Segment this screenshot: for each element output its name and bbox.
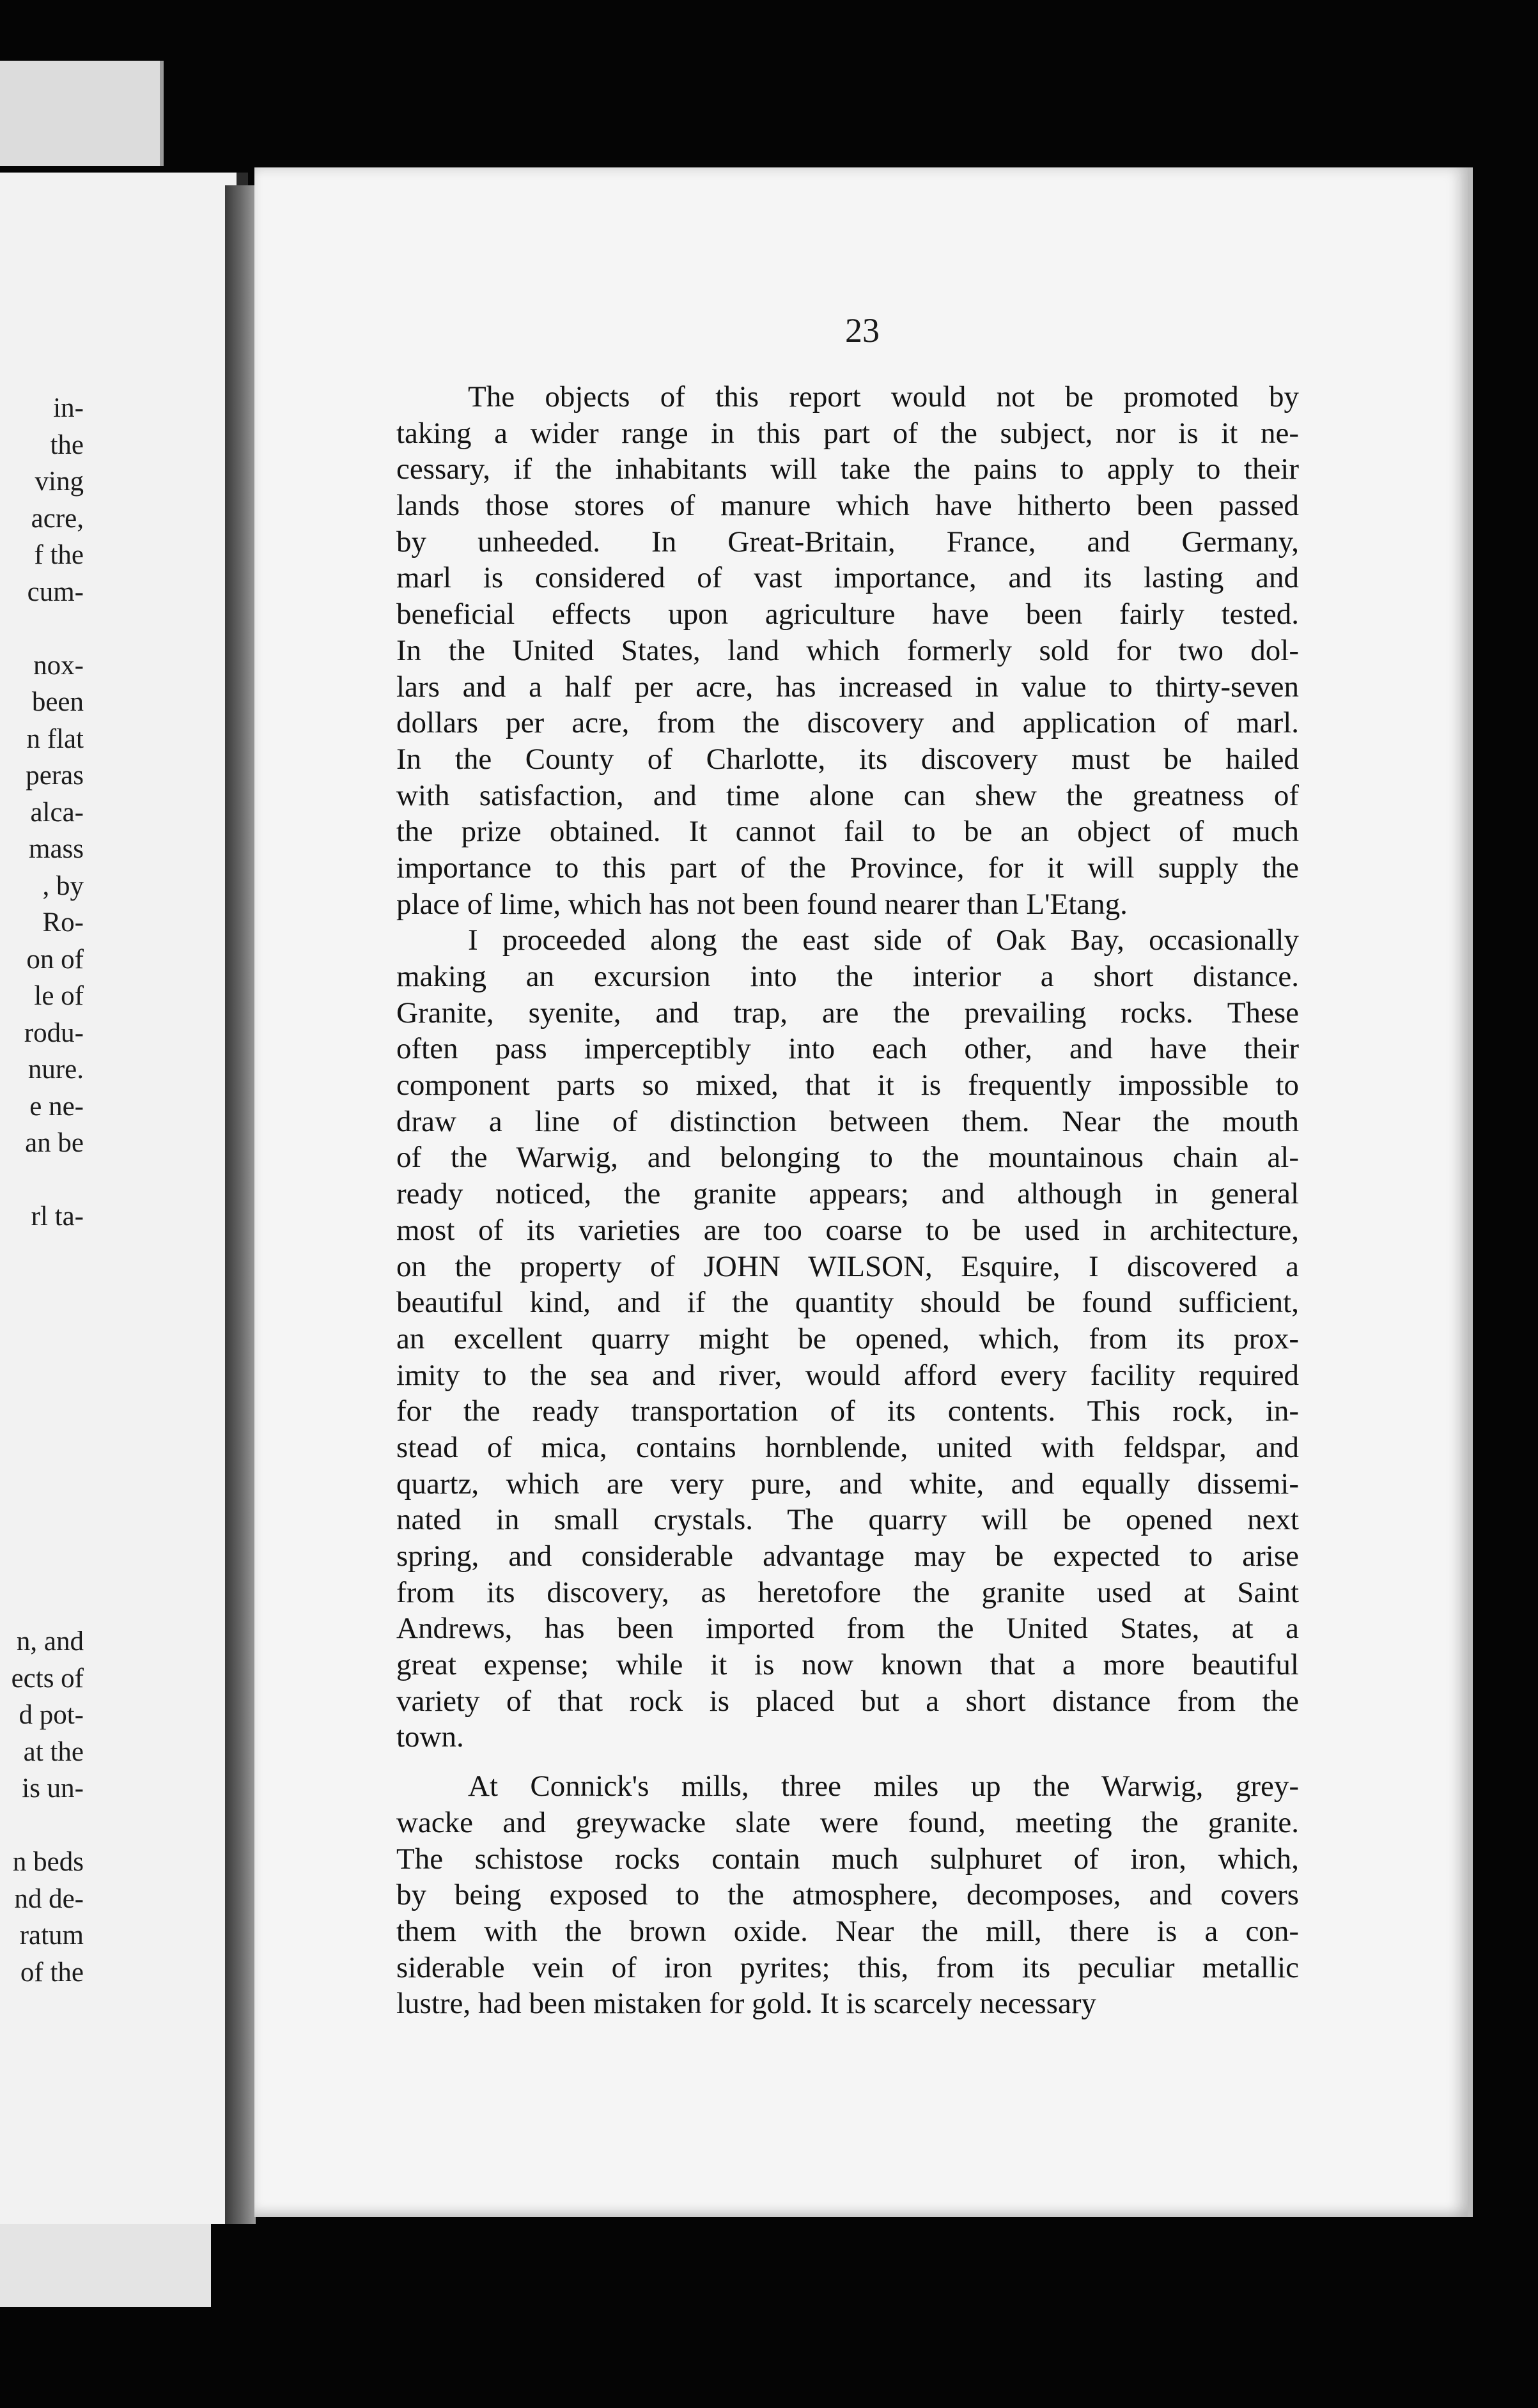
text-line: town. <box>396 1720 464 1754</box>
facing-page-line-fragment: cum- <box>27 576 84 607</box>
facing-page-line-fragment: ving <box>35 467 84 497</box>
text-line: often pass imperceptibly into each other, and have their <box>396 1032 1299 1066</box>
facing-page-line-fragment: nd de- <box>14 1883 84 1914</box>
text-line: place of lime, which has not been found nearer than L'Etang. <box>396 887 1128 921</box>
text-line: variety of that rock is placed but a short distance from the <box>396 1684 1299 1718</box>
text-line: taking a wider range in this part of the subject, nor is it ne- <box>396 416 1299 450</box>
facing-page-line-fragment: on of <box>26 944 84 975</box>
facing-page-line-fragment <box>0 1807 84 1844</box>
text-line: dollars per acre, from the discovery and application of marl. <box>396 706 1299 740</box>
facing-page-line-fragment: le of <box>34 981 84 1011</box>
facing-page-line-fragment: alca- <box>30 797 84 828</box>
text-line: for the ready transportation of its contents. This rock, in- <box>396 1394 1299 1428</box>
facing-page-line-fragment: is un- <box>22 1773 84 1803</box>
facing-page-line-fragment <box>0 1162 84 1199</box>
text-line: cessary, if the inhabitants will take the pains to apply to their <box>396 452 1299 486</box>
text-line: lands those stores of manure which have hitherto been passed <box>396 489 1299 523</box>
text-line: ready noticed, the granite appears; and although in general <box>396 1177 1299 1211</box>
text-line: nated in small crystals. The quarry will be opened next <box>396 1503 1299 1537</box>
text-line: with satisfaction, and time alone can shew the greatness of <box>396 778 1299 812</box>
book-gutter <box>225 185 256 2224</box>
text-line: The objects of this report would not be promoted by <box>468 380 1299 413</box>
text-line: lars and a half per acre, has increased in value to thirty-seven <box>396 670 1299 704</box>
text-line: I proceeded along the east side of Oak Bay, occasionally <box>468 923 1299 957</box>
text-line: beautiful kind, and if the quantity should be found sufficient, <box>396 1286 1299 1320</box>
text-line: At Connick's mills, three miles up the Warwig, grey- <box>468 1770 1299 1803</box>
body-text <box>396 379 1299 2022</box>
text-line: beneficial effects upon agriculture have been fairly tested. <box>396 598 1299 631</box>
facing-page-line-fragment: an be <box>25 1128 84 1158</box>
text-line: Granite, syenite, and trap, are the prevailing rocks. These <box>396 996 1299 1030</box>
text-line: from its discovery, as heretofore the granite used at Saint <box>396 1575 1299 1609</box>
facing-page-line-fragment: d pot- <box>19 1700 84 1730</box>
facing-page-line-fragment: f the <box>34 540 84 570</box>
text-line: marl is considered of vast importance, and its lasting and <box>396 561 1299 595</box>
text-line: lustre, had been mistaken for gold. It is scarcely necessary <box>396 1987 1096 2021</box>
page-number: 23 <box>845 311 880 350</box>
facing-page-line-fragment: peras <box>26 760 84 791</box>
text-line: making an excursion into the interior a short distance. <box>396 960 1299 993</box>
text-line: imity to the sea and river, would afford every facility required <box>396 1358 1299 1392</box>
text-line: Andrews, has been imported from the United States, at a <box>396 1612 1299 1646</box>
text-line: importance to this part of the Province, for it will supply the <box>396 851 1299 884</box>
facing-page-line-fragment: ratum <box>19 1920 84 1950</box>
facing-page-line-fragment <box>0 610 84 647</box>
text-line: an excellent quarry might be opened, which, from its prox- <box>396 1322 1299 1355</box>
facing-page-line-fragment: at the <box>23 1736 84 1767</box>
text-line: siderable vein of iron pyrites; this, from its peculiar metallic <box>396 1950 1299 1984</box>
text-line: The schistose rocks contain much sulphuret of iron, which, <box>396 1842 1299 1876</box>
facing-page-line-fragment: nox- <box>33 650 84 681</box>
text-line: of the Warwig, and belonging to the mountainous chain al- <box>396 1141 1299 1175</box>
text-line: wacke and greywacke slate were found, meeting the granite. <box>396 1805 1299 1839</box>
facing-page-line-fragment: n, and <box>16 1626 84 1656</box>
text-line: In the United States, land which formerly sold for two dol- <box>396 633 1299 667</box>
facing-page-line-fragment: acre, <box>31 503 84 534</box>
text-line: them with the brown oxide. Near the mill, there is a con- <box>396 1914 1299 1948</box>
text-line: by unheeded. In Great-Britain, France, and Germany, <box>396 525 1299 559</box>
facing-page-line-fragment: n flat <box>26 723 84 754</box>
facing-page-line-fragment: the <box>50 429 84 460</box>
facing-page-line-fragment: rodu- <box>24 1017 84 1048</box>
text-line: most of its varieties are too coarse to be used in architecture, <box>396 1213 1299 1247</box>
facing-page-text-top <box>0 390 84 1235</box>
text-line: stead of mica, contains hornblende, united with feldspar, and <box>396 1430 1299 1464</box>
text-line: on the property of JOHN WILSON, Esquire, I discovered a <box>396 1249 1299 1283</box>
text-line: draw a line of distinction between them. Near the mouth <box>396 1104 1299 1138</box>
facing-page-line-fragment: n beds <box>12 1847 84 1877</box>
previous-page-edge <box>0 61 164 166</box>
facing-page-line-fragment: mass <box>29 834 84 864</box>
facing-page-line-fragment: rl ta- <box>31 1201 84 1231</box>
facing-page-line-fragment: e ne- <box>29 1091 84 1122</box>
facing-page-line-fragment: , by <box>42 870 84 901</box>
facing-page-text-bottom <box>0 1623 84 1991</box>
text-line: component parts so mixed, that it is frequently impossible to <box>396 1069 1299 1102</box>
text-line: great expense; while it is now known that a more beautiful <box>396 1648 1299 1682</box>
text-line: by being exposed to the atmosphere, decomposes, and covers <box>396 1878 1299 1912</box>
facing-page-line-fragment: been <box>31 687 84 717</box>
text-line: the prize obtained. It cannot fail to be an object of much <box>396 815 1299 849</box>
text-line: In the County of Charlotte, its discovery must be hailed <box>396 742 1299 776</box>
facing-page-bottom-edge <box>0 2224 211 2307</box>
text-line: quartz, which are very pure, and white, and equally dissemi- <box>396 1467 1299 1501</box>
text-line: spring, and considerable advantage may be expected to arise <box>396 1540 1299 1573</box>
facing-page-line-fragment: ects of <box>11 1663 84 1694</box>
facing-page-line-fragment: nure. <box>27 1054 84 1084</box>
facing-page-line-fragment: Ro- <box>42 907 84 938</box>
facing-page-line-fragment: in- <box>53 393 84 423</box>
facing-page-line-fragment: of the <box>20 1957 84 1987</box>
